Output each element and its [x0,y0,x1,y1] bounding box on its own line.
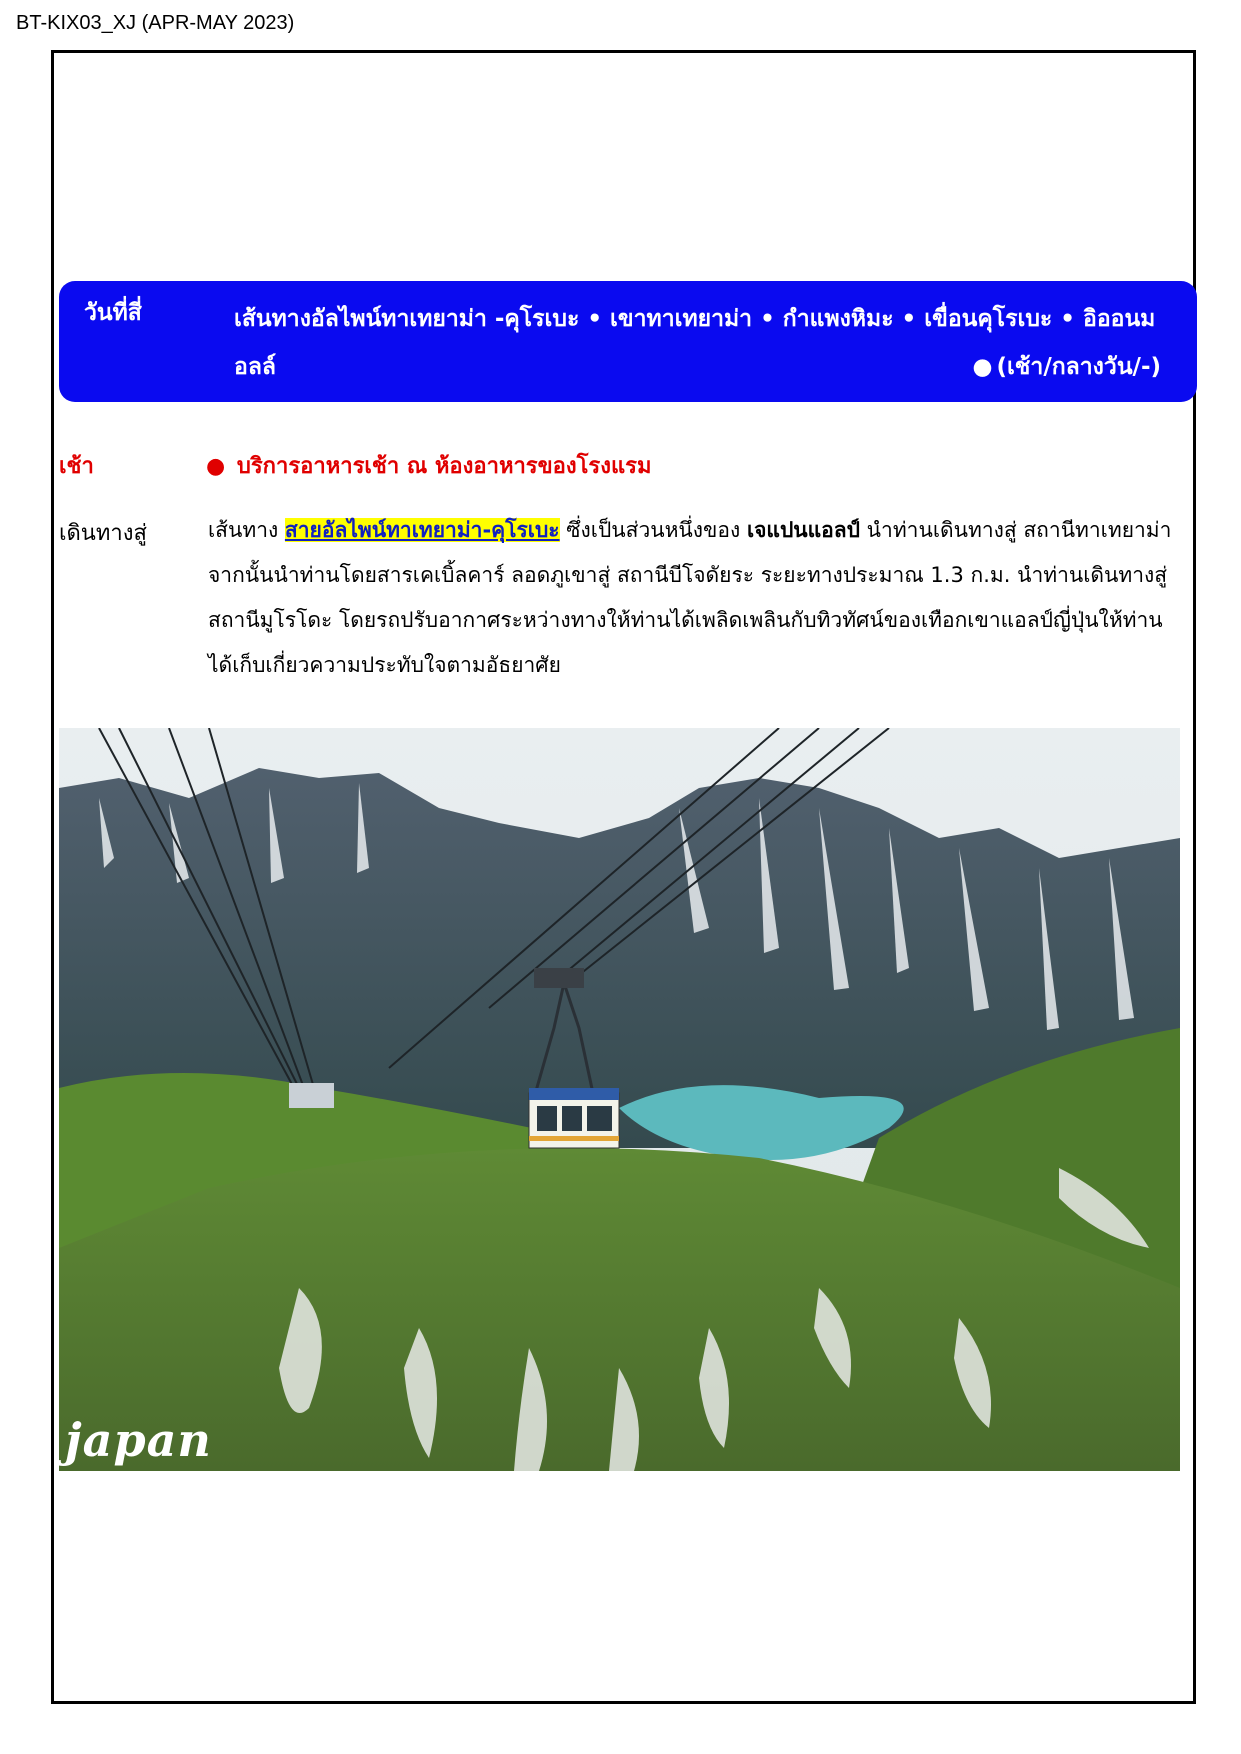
travel-text-part: นำท่านเดินทางสู่ สถานีทาเทยาม่า จากนั้นนำท่านโดยสารเคเบิ้ลคาร์ ลอดภูเขาสู่ สถานีบีโจดัยระ ระยะทางประมาณ 1.3 ก.ม. นำท่านเดินทางสู่ สถานีมูโรโดะ โดยรถปรับอากาศระหว่างทางให้ท่านได้เพลิดเพลินกับทิวทัศน์ของเทือกเขาแอลป์ญี่ปุ่นให้ท่านได้เก็บเกี่ยวความประทับใจตามอัธยาศัย [208,518,1172,677]
travel-text-part: เส้นทาง [208,518,285,542]
document-code: BT-KIX03_XJ (APR-MAY 2023) [16,12,295,34]
travel-text-part: ซึ่งเป็นส่วนหนึ่งของ [559,518,747,542]
cable-car-photo [59,728,1180,1471]
day-title: เส้นทางอัลไพน์ทาเทยาม่า -คุโรเบะ • เขาทาเทยาม่า • กำแพงหิมะ • เขื่อนคุโรเบะ • อิออนมอลล์ [234,306,1156,380]
meal-plate-icon: ● [972,354,993,380]
morning-label: เช้า [59,454,94,479]
day-banner [59,281,1197,402]
travel-description [208,508,1178,688]
upper-station [289,1083,334,1108]
meals-text: (เช้า/กลางวัน/-) [996,354,1161,380]
meals-info [972,343,1161,391]
meal-plate-icon: ● [206,454,226,479]
travel-label: เดินทางสู่ [59,521,147,546]
route-highlight: สายอัลไพน์ทาเทยาม่า-คุโรเบะ [284,518,560,542]
mountain-scene [59,728,1180,1471]
day-label: วันที่สี่ [84,300,142,326]
japan-alps-bold: เจแปนแอลป์ [746,518,860,542]
breakfast-line [206,448,651,483]
photo-watermark: japan [65,1413,212,1467]
breakfast-text: บริการอาหารเช้า ณ ห้องอาหารของโรงแรม [236,454,652,479]
